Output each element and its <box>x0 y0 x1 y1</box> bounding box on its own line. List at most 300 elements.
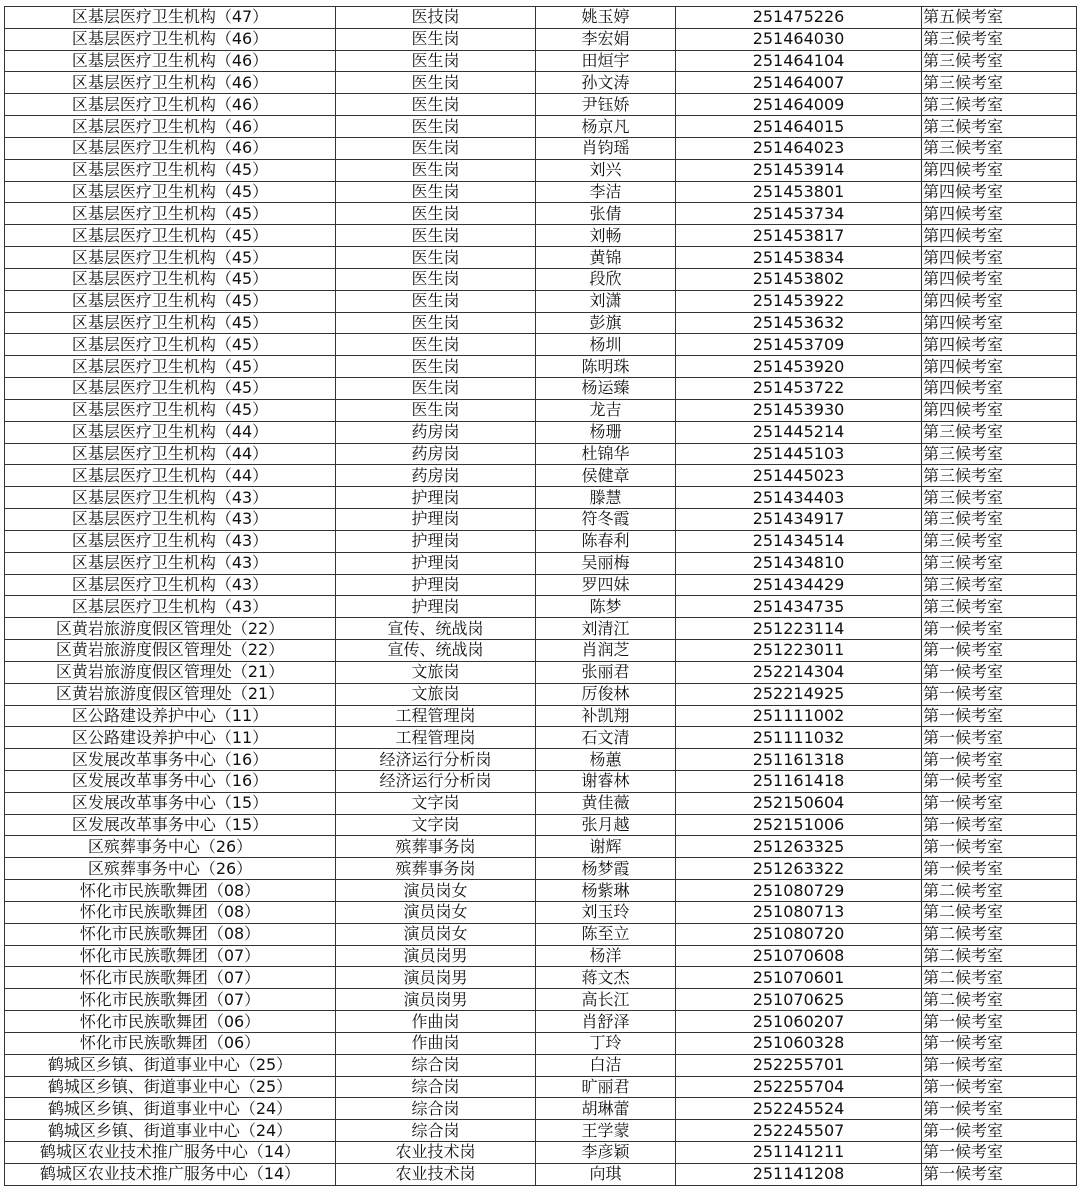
table-row <box>5 1011 1077 1033</box>
position-cell: 综合岗 <box>336 1098 536 1120</box>
position-cell: 护理岗 <box>336 574 536 596</box>
waiting-room-cell: 第四候考室 <box>922 356 1077 378</box>
unit-cell: 区基层医疗卫生机构（43） <box>5 487 336 509</box>
waiting-room-cell: 第三候考室 <box>922 116 1077 138</box>
table-row <box>5 94 1077 116</box>
exam-number-cell: 251060207 <box>676 1011 922 1033</box>
table-row <box>5 509 1077 531</box>
table-row <box>5 814 1077 836</box>
exam-number-cell: 251111002 <box>676 705 922 727</box>
exam-number-cell: 251464030 <box>676 28 922 50</box>
position-cell: 药房岗 <box>336 443 536 465</box>
unit-cell: 区基层医疗卫生机构（43） <box>5 552 336 574</box>
unit-cell: 区公路建设养护中心（11） <box>5 705 336 727</box>
table-row <box>5 858 1077 880</box>
waiting-room-cell: 第一候考室 <box>922 814 1077 836</box>
position-cell: 医技岗 <box>336 7 536 29</box>
name-cell: 石文清 <box>536 727 676 749</box>
unit-cell: 区黄岩旅游度假区管理处（21） <box>5 661 336 683</box>
position-cell: 宣传、统战岗 <box>336 640 536 662</box>
table-row <box>5 378 1077 400</box>
table-row <box>5 247 1077 269</box>
unit-cell: 区基层医疗卫生机构（44） <box>5 465 336 487</box>
table-row <box>5 705 1077 727</box>
table-row <box>5 1032 1077 1054</box>
exam-number-cell: 251453801 <box>676 181 922 203</box>
name-cell: 王学蒙 <box>536 1120 676 1142</box>
exam-number-cell: 251070608 <box>676 945 922 967</box>
exam-number-cell: 251453920 <box>676 356 922 378</box>
table-row <box>5 487 1077 509</box>
position-cell: 医生岗 <box>336 181 536 203</box>
exam-number-cell: 251453722 <box>676 378 922 400</box>
position-cell: 作曲岗 <box>336 1032 536 1054</box>
unit-cell: 鹤城区乡镇、街道事业中心（24） <box>5 1120 336 1142</box>
exam-number-cell: 251434403 <box>676 487 922 509</box>
exam-number-cell: 252151006 <box>676 814 922 836</box>
unit-cell: 区基层医疗卫生机构（43） <box>5 574 336 596</box>
position-cell: 医生岗 <box>336 312 536 334</box>
position-cell: 医生岗 <box>336 203 536 225</box>
exam-number-cell: 251453709 <box>676 334 922 356</box>
unit-cell: 怀化市民族歌舞团（07） <box>5 967 336 989</box>
name-cell: 滕慧 <box>536 487 676 509</box>
exam-number-cell: 251453802 <box>676 268 922 290</box>
exam-number-cell: 251080720 <box>676 923 922 945</box>
unit-cell: 区发展改革事务中心（16） <box>5 770 336 792</box>
name-cell: 杨运臻 <box>536 378 676 400</box>
position-cell: 医生岗 <box>336 268 536 290</box>
name-cell: 谢睿林 <box>536 770 676 792</box>
position-cell: 医生岗 <box>336 94 536 116</box>
exam-number-cell: 252255704 <box>676 1076 922 1098</box>
position-cell: 经济运行分析岗 <box>336 770 536 792</box>
exam-number-cell: 251453922 <box>676 290 922 312</box>
table-row <box>5 552 1077 574</box>
table-row <box>5 923 1077 945</box>
waiting-room-cell: 第一候考室 <box>922 1076 1077 1098</box>
exam-number-cell: 251434917 <box>676 509 922 531</box>
unit-cell: 鹤城区乡镇、街道事业中心（24） <box>5 1098 336 1120</box>
exam-number-cell: 251434735 <box>676 596 922 618</box>
exam-number-cell: 251070601 <box>676 967 922 989</box>
unit-cell: 区基层医疗卫生机构（46） <box>5 94 336 116</box>
exam-number-cell: 251453632 <box>676 312 922 334</box>
table-row <box>5 880 1077 902</box>
name-cell: 谢辉 <box>536 836 676 858</box>
unit-cell: 区基层医疗卫生机构（45） <box>5 378 336 400</box>
table-row <box>5 225 1077 247</box>
waiting-room-cell: 第一候考室 <box>922 727 1077 749</box>
unit-cell: 区基层医疗卫生机构（45） <box>5 247 336 269</box>
unit-cell: 区基层医疗卫生机构（44） <box>5 421 336 443</box>
name-cell: 厉俊林 <box>536 683 676 705</box>
exam-number-cell: 251223011 <box>676 640 922 662</box>
waiting-room-cell: 第四候考室 <box>922 378 1077 400</box>
unit-cell: 区黄岩旅游度假区管理处（22） <box>5 640 336 662</box>
waiting-room-cell: 第一候考室 <box>922 792 1077 814</box>
position-cell: 医生岗 <box>336 28 536 50</box>
unit-cell: 区黄岩旅游度假区管理处（22） <box>5 618 336 640</box>
name-cell: 刘畅 <box>536 225 676 247</box>
exam-number-cell: 251223114 <box>676 618 922 640</box>
name-cell: 杨蕙 <box>536 749 676 771</box>
table-row <box>5 596 1077 618</box>
waiting-room-cell: 第一候考室 <box>922 1163 1077 1185</box>
exam-number-cell: 251445214 <box>676 421 922 443</box>
table-row <box>5 356 1077 378</box>
position-cell: 工程管理岗 <box>336 705 536 727</box>
position-cell: 护理岗 <box>336 552 536 574</box>
position-cell: 医生岗 <box>336 225 536 247</box>
name-cell: 肖舒泽 <box>536 1011 676 1033</box>
table-row <box>5 7 1077 29</box>
table-row <box>5 1054 1077 1076</box>
waiting-room-cell: 第二候考室 <box>922 945 1077 967</box>
exam-number-cell: 251453734 <box>676 203 922 225</box>
table-row <box>5 618 1077 640</box>
exam-number-cell: 251453817 <box>676 225 922 247</box>
name-cell: 张月越 <box>536 814 676 836</box>
table-row <box>5 399 1077 421</box>
name-cell: 刘兴 <box>536 159 676 181</box>
waiting-room-cell: 第四候考室 <box>922 312 1077 334</box>
waiting-room-cell: 第二候考室 <box>922 880 1077 902</box>
waiting-room-cell: 第一候考室 <box>922 858 1077 880</box>
exam-number-cell: 251263322 <box>676 858 922 880</box>
exam-number-cell: 251080713 <box>676 901 922 923</box>
position-cell: 医生岗 <box>336 72 536 94</box>
unit-cell: 区发展改革事务中心（15） <box>5 792 336 814</box>
table-row <box>5 290 1077 312</box>
unit-cell: 怀化市民族歌舞团（06） <box>5 1032 336 1054</box>
unit-cell: 区殡葬事务中心（26） <box>5 858 336 880</box>
unit-cell: 区基层医疗卫生机构（45） <box>5 203 336 225</box>
unit-cell: 怀化市民族歌舞团（07） <box>5 945 336 967</box>
name-cell: 向琪 <box>536 1163 676 1185</box>
waiting-room-cell: 第四候考室 <box>922 203 1077 225</box>
position-cell: 护理岗 <box>336 487 536 509</box>
name-cell: 杨梦霞 <box>536 858 676 880</box>
exam-number-cell: 251464104 <box>676 50 922 72</box>
unit-cell: 怀化市民族歌舞团（06） <box>5 1011 336 1033</box>
table-row <box>5 836 1077 858</box>
exam-number-cell: 251060328 <box>676 1032 922 1054</box>
waiting-room-cell: 第三候考室 <box>922 530 1077 552</box>
waiting-room-cell: 第二候考室 <box>922 967 1077 989</box>
table-row <box>5 28 1077 50</box>
table-row <box>5 749 1077 771</box>
name-cell: 杨京凡 <box>536 116 676 138</box>
table-row <box>5 640 1077 662</box>
position-cell: 药房岗 <box>336 421 536 443</box>
table-row <box>5 661 1077 683</box>
unit-cell: 区基层医疗卫生机构（46） <box>5 137 336 159</box>
table-row <box>5 683 1077 705</box>
exam-number-cell: 251445103 <box>676 443 922 465</box>
exam-number-cell: 251161418 <box>676 770 922 792</box>
name-cell: 杨珊 <box>536 421 676 443</box>
unit-cell: 区基层医疗卫生机构（46） <box>5 50 336 72</box>
candidate-table-body <box>5 7 1077 1186</box>
unit-cell: 怀化市民族歌舞团（08） <box>5 901 336 923</box>
name-cell: 刘玉玲 <box>536 901 676 923</box>
waiting-room-cell: 第三候考室 <box>922 94 1077 116</box>
exam-number-cell: 251434429 <box>676 574 922 596</box>
waiting-room-cell: 第一候考室 <box>922 836 1077 858</box>
position-cell: 综合岗 <box>336 1054 536 1076</box>
position-cell: 演员岗女 <box>336 923 536 945</box>
name-cell: 陈明珠 <box>536 356 676 378</box>
exam-number-cell: 252150604 <box>676 792 922 814</box>
name-cell: 李彦颖 <box>536 1142 676 1164</box>
waiting-room-cell: 第三候考室 <box>922 421 1077 443</box>
unit-cell: 怀化市民族歌舞团（08） <box>5 923 336 945</box>
position-cell: 综合岗 <box>336 1076 536 1098</box>
position-cell: 护理岗 <box>336 530 536 552</box>
waiting-room-cell: 第二候考室 <box>922 923 1077 945</box>
name-cell: 黄锦 <box>536 247 676 269</box>
unit-cell: 区基层医疗卫生机构（47） <box>5 7 336 29</box>
waiting-room-cell: 第一候考室 <box>922 1054 1077 1076</box>
waiting-room-cell: 第一候考室 <box>922 618 1077 640</box>
table-row <box>5 574 1077 596</box>
name-cell: 符冬霞 <box>536 509 676 531</box>
waiting-room-cell: 第三候考室 <box>922 137 1077 159</box>
unit-cell: 区发展改革事务中心（15） <box>5 814 336 836</box>
table-row <box>5 203 1077 225</box>
waiting-room-cell: 第一候考室 <box>922 640 1077 662</box>
unit-cell: 区基层医疗卫生机构（45） <box>5 334 336 356</box>
position-cell: 殡葬事务岗 <box>336 858 536 880</box>
name-cell: 罗四妹 <box>536 574 676 596</box>
unit-cell: 区殡葬事务中心（26） <box>5 836 336 858</box>
waiting-room-cell: 第三候考室 <box>922 443 1077 465</box>
position-cell: 医生岗 <box>336 334 536 356</box>
unit-cell: 区基层医疗卫生机构（43） <box>5 596 336 618</box>
exam-number-cell: 251464015 <box>676 116 922 138</box>
exam-number-cell: 251464007 <box>676 72 922 94</box>
table-row <box>5 181 1077 203</box>
position-cell: 医生岗 <box>336 356 536 378</box>
name-cell: 田烜宇 <box>536 50 676 72</box>
position-cell: 医生岗 <box>336 137 536 159</box>
waiting-room-cell: 第一候考室 <box>922 683 1077 705</box>
table-row <box>5 312 1077 334</box>
table-row <box>5 792 1077 814</box>
table-row <box>5 421 1077 443</box>
table-row <box>5 116 1077 138</box>
name-cell: 陈春利 <box>536 530 676 552</box>
table-row <box>5 770 1077 792</box>
exam-number-cell: 251434514 <box>676 530 922 552</box>
table-row <box>5 465 1077 487</box>
waiting-room-cell: 第一候考室 <box>922 1098 1077 1120</box>
waiting-room-cell: 第一候考室 <box>922 1032 1077 1054</box>
table-row <box>5 1120 1077 1142</box>
unit-cell: 区黄岩旅游度假区管理处（21） <box>5 683 336 705</box>
waiting-room-cell: 第三候考室 <box>922 50 1077 72</box>
unit-cell: 区公路建设养护中心（11） <box>5 727 336 749</box>
name-cell: 黄佳薇 <box>536 792 676 814</box>
unit-cell: 区基层医疗卫生机构（43） <box>5 509 336 531</box>
waiting-room-cell: 第三候考室 <box>922 596 1077 618</box>
name-cell: 高长江 <box>536 989 676 1011</box>
unit-cell: 鹤城区乡镇、街道事业中心（25） <box>5 1076 336 1098</box>
name-cell: 丁玲 <box>536 1032 676 1054</box>
unit-cell: 区基层医疗卫生机构（45） <box>5 399 336 421</box>
unit-cell: 鹤城区农业技术推广服务中心（14） <box>5 1163 336 1185</box>
waiting-room-cell: 第四候考室 <box>922 225 1077 247</box>
position-cell: 医生岗 <box>336 399 536 421</box>
waiting-room-cell: 第一候考室 <box>922 749 1077 771</box>
position-cell: 医生岗 <box>336 116 536 138</box>
unit-cell: 区基层医疗卫生机构（46） <box>5 116 336 138</box>
name-cell: 杨紫琳 <box>536 880 676 902</box>
name-cell: 杨洋 <box>536 945 676 967</box>
name-cell: 李宏娟 <box>536 28 676 50</box>
unit-cell: 区基层医疗卫生机构（43） <box>5 530 336 552</box>
waiting-room-cell: 第一候考室 <box>922 1011 1077 1033</box>
table-row <box>5 334 1077 356</box>
name-cell: 刘潇 <box>536 290 676 312</box>
exam-number-cell: 252214925 <box>676 683 922 705</box>
name-cell: 肖钧瑶 <box>536 137 676 159</box>
position-cell: 演员岗女 <box>336 880 536 902</box>
position-cell: 作曲岗 <box>336 1011 536 1033</box>
exam-number-cell: 252214304 <box>676 661 922 683</box>
unit-cell: 区基层医疗卫生机构（45） <box>5 181 336 203</box>
position-cell: 演员岗男 <box>336 967 536 989</box>
name-cell: 补凯翔 <box>536 705 676 727</box>
exam-number-cell: 251080729 <box>676 880 922 902</box>
exam-number-cell: 251475226 <box>676 7 922 29</box>
table-row <box>5 901 1077 923</box>
waiting-room-cell: 第五候考室 <box>922 7 1077 29</box>
table-row <box>5 72 1077 94</box>
exam-number-cell: 251445023 <box>676 465 922 487</box>
table-row <box>5 530 1077 552</box>
name-cell: 李洁 <box>536 181 676 203</box>
name-cell: 蒋文杰 <box>536 967 676 989</box>
table-row <box>5 989 1077 1011</box>
name-cell: 刘清江 <box>536 618 676 640</box>
position-cell: 医生岗 <box>336 247 536 269</box>
position-cell: 演员岗男 <box>336 945 536 967</box>
name-cell: 张丽君 <box>536 661 676 683</box>
table-row <box>5 159 1077 181</box>
name-cell: 侯健章 <box>536 465 676 487</box>
exam-number-cell: 251464009 <box>676 94 922 116</box>
name-cell: 彭旗 <box>536 312 676 334</box>
position-cell: 护理岗 <box>336 596 536 618</box>
waiting-room-cell: 第一候考室 <box>922 770 1077 792</box>
table-row <box>5 1076 1077 1098</box>
unit-cell: 鹤城区农业技术推广服务中心（14） <box>5 1142 336 1164</box>
position-cell: 护理岗 <box>336 509 536 531</box>
name-cell: 旷丽君 <box>536 1076 676 1098</box>
waiting-room-cell: 第三候考室 <box>922 465 1077 487</box>
waiting-room-cell: 第四候考室 <box>922 334 1077 356</box>
waiting-room-cell: 第一候考室 <box>922 661 1077 683</box>
name-cell: 白洁 <box>536 1054 676 1076</box>
table-row <box>5 1142 1077 1164</box>
position-cell: 演员岗女 <box>336 901 536 923</box>
unit-cell: 区基层医疗卫生机构（44） <box>5 443 336 465</box>
waiting-room-cell: 第一候考室 <box>922 705 1077 727</box>
position-cell: 殡葬事务岗 <box>336 836 536 858</box>
unit-cell: 区基层医疗卫生机构（45） <box>5 356 336 378</box>
exam-number-cell: 251263325 <box>676 836 922 858</box>
waiting-room-cell: 第三候考室 <box>922 487 1077 509</box>
unit-cell: 区基层医疗卫生机构（46） <box>5 72 336 94</box>
waiting-room-cell: 第一候考室 <box>922 1120 1077 1142</box>
waiting-room-cell: 第三候考室 <box>922 72 1077 94</box>
position-cell: 药房岗 <box>336 465 536 487</box>
unit-cell: 怀化市民族歌舞团（07） <box>5 989 336 1011</box>
table-row <box>5 443 1077 465</box>
unit-cell: 区基层医疗卫生机构（45） <box>5 159 336 181</box>
name-cell: 孙文涛 <box>536 72 676 94</box>
exam-number-cell: 252245507 <box>676 1120 922 1142</box>
table-row <box>5 967 1077 989</box>
position-cell: 农业技术岗 <box>336 1142 536 1164</box>
table-row <box>5 1163 1077 1185</box>
waiting-room-cell: 第二候考室 <box>922 989 1077 1011</box>
exam-number-cell: 251161318 <box>676 749 922 771</box>
position-cell: 宣传、统战岗 <box>336 618 536 640</box>
waiting-room-cell: 第三候考室 <box>922 552 1077 574</box>
name-cell: 吴丽梅 <box>536 552 676 574</box>
name-cell: 段欣 <box>536 268 676 290</box>
exam-number-cell: 251453930 <box>676 399 922 421</box>
exam-number-cell: 251434810 <box>676 552 922 574</box>
waiting-room-cell: 第四候考室 <box>922 247 1077 269</box>
position-cell: 文字岗 <box>336 792 536 814</box>
exam-number-cell: 252255701 <box>676 1054 922 1076</box>
waiting-room-cell: 第一候考室 <box>922 1142 1077 1164</box>
unit-cell: 区基层医疗卫生机构（45） <box>5 312 336 334</box>
table-row <box>5 50 1077 72</box>
name-cell: 张倩 <box>536 203 676 225</box>
unit-cell: 区基层医疗卫生机构（45） <box>5 290 336 312</box>
name-cell: 胡琳蕾 <box>536 1098 676 1120</box>
position-cell: 综合岗 <box>336 1120 536 1142</box>
name-cell: 龙吉 <box>536 399 676 421</box>
unit-cell: 区基层医疗卫生机构（46） <box>5 28 336 50</box>
name-cell: 肖润芝 <box>536 640 676 662</box>
waiting-room-cell: 第四候考室 <box>922 159 1077 181</box>
position-cell: 医生岗 <box>336 159 536 181</box>
unit-cell: 区基层医疗卫生机构（45） <box>5 268 336 290</box>
position-cell: 文旅岗 <box>336 683 536 705</box>
position-cell: 文字岗 <box>336 814 536 836</box>
position-cell: 工程管理岗 <box>336 727 536 749</box>
unit-cell: 区基层医疗卫生机构（45） <box>5 225 336 247</box>
unit-cell: 区发展改革事务中心（16） <box>5 749 336 771</box>
exam-number-cell: 251453914 <box>676 159 922 181</box>
waiting-room-cell: 第四候考室 <box>922 290 1077 312</box>
name-cell: 姚玉婷 <box>536 7 676 29</box>
name-cell: 陈梦 <box>536 596 676 618</box>
position-cell: 文旅岗 <box>336 661 536 683</box>
waiting-room-cell: 第四候考室 <box>922 399 1077 421</box>
name-cell: 陈至立 <box>536 923 676 945</box>
table-row <box>5 1098 1077 1120</box>
position-cell: 医生岗 <box>336 50 536 72</box>
waiting-room-cell: 第三候考室 <box>922 28 1077 50</box>
exam-number-cell: 251464023 <box>676 137 922 159</box>
